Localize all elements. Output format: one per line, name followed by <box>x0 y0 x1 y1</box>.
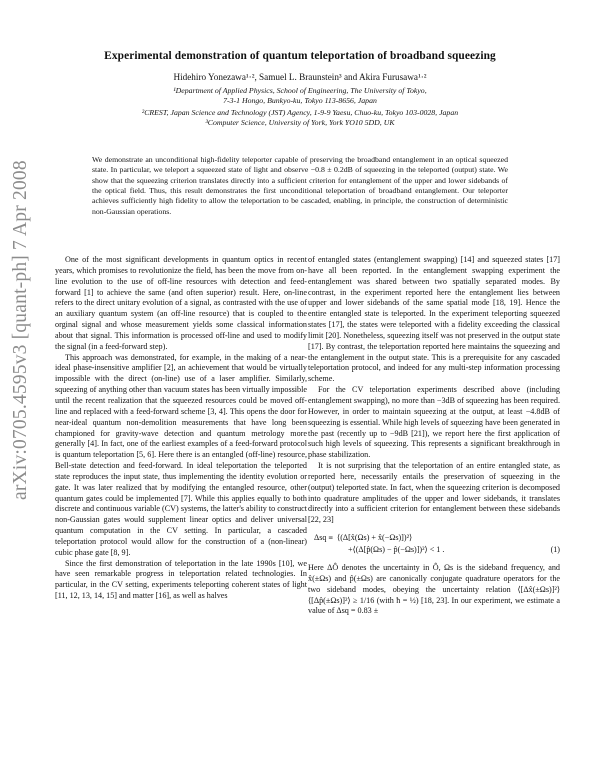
author-list: Hidehiro Yonezawa¹·², Samuel L. Braunstein³ and Akira Furusawa¹·² <box>173 72 427 82</box>
equation-1 <box>308 532 560 556</box>
paragraph: For the CV teleportation experiments described above (including entanglement swapping), no more than −3dB of squeezing has been required. However, in order to maintain squeezing at the output, at least −4.8dB of squeezing is essential. While high levels of squeezing have been generated in the past (recently up to −9dB [21]), we report here the first application of such high levels of squeezing. This represents a significant breakthrough in phase stabilization. <box>308 385 560 460</box>
affiliation-2: ²CREST, Japan Science and Technology (JST) Agency, 1-9-9 Yaesu, Chuo-ku, Tokyo 103-0028, Japan <box>141 108 459 117</box>
paper-title: Experimental demonstration of quantum teleportation of broadband squeezing <box>104 50 496 62</box>
left-column <box>55 255 307 602</box>
affiliation-1: ¹Department of Applied Physics, School of Engineering, The University of Tokyo, <box>173 86 427 95</box>
arxiv-identifier-text: arXiv:0705.4595v3 [quant-ph] 7 Apr 2008 <box>10 160 31 500</box>
paragraph: Here ΔÔ denotes the uncertainty in Ô, Ωs is the sideband frequency, and x̂(±Ωs) and p̂(±Ωs) are canonically conjugate quadrature operators for the two sideband modes, obeying the uncertainty relation ⟨[Δx̂(±Ωs)]²⟩⟨[Δp̂(±Ωs)]²⟩ ≥ 1/16 (with ħ = ½) [18, 23]. In our experiment, we estimate a value of Δsq = 0.83 ± <box>308 563 560 616</box>
right-column <box>308 255 560 617</box>
paragraph: of entangled states (entanglement swapping) [14] and squeezed states [17] have all been reported. In the entanglement swapping experiment the entanglement was shared between two spatially separated modes. By contrast, in the experiment reported here the entanglement lies between upper and lower sidebands of the same spatial mode [18, 19]. Hence the entire entangled state is teleported. In the experiment teleporting squeezed states [17], the states were teleported with a fidelity exceeding the classical limit [20]. Nonetheless, squeezing itself was not preserved in the output state [17]. By contrast, the teleportation reported here maintains the squeezing and the entanglement in the output state. This is a prerequisite for any cascaded teleportation protocol, and indeed for any multi-step information processing scheme. <box>308 255 560 384</box>
equation-lhs: Δsq ≡ <box>314 533 333 543</box>
affiliation-1-address: 7-3-1 Hongo, Bunkyo-ku, Tokyo 113-8656, Japan <box>223 96 377 105</box>
paragraph: This approach was demonstrated, for example, in the making of a near-ideal phase-insensitive amplifier [2], an achievement that would be virtually impossible with the direct (on-line) use of a laser amplifier. Similarly, squeezing of anything other than vacuum states has been virtually impossible until the recent realization that the squeezed resources could be moved off-line and replaced with a feed-forward scheme [3, 4]. This opens the door for near-ideal quantum non-demolition measurements that have long been championed for gravity-wave detection and quantum metrology more generally [4]. In fact, one of the earliest examples of a feed-forward protocol is quantum teleportation [5, 6]. Here there is an entangled (off-line) resource, Bell-state detection and feed-forward. In ideal teleportation the teleported state reproduces the input state, thus implementing the identity evolution or gate. It was later realized that by modifying the entangled resource, other quantum gates could be implemented [7]. While this applies equally to both discrete and continuous variable (CV) systems, the latter's ability to construct non-Gaussian gates would supplement linear optics and deliver universal quantum computation in the CV setting. In particular, a cascaded teleportation protocol would allow for the construction of a (non-linear) cubic phase gate [8, 9]. <box>55 352 307 557</box>
equation-line-2: +⟨(Δ[p̂(Ωs) − p̂(−Ωs)])²⟩ < 1 . <box>348 545 445 555</box>
paragraph: It is not surprising that the teleportation of an entire entangled state, as reported here, necessarily entails the preservation of squeezing in the (output) teleported state. In fact, when the squeezing criterion is decomposed into quadrature amplitudes of the upper and lower sidebands, it translates directly into a sufficient criterion for entanglement between these sidebands [22, 23] <box>308 461 560 525</box>
paragraph: One of the most significant developments in quantum optics in recent years, which promises to revolutionize the field, has been the move from on-line evolution to the use of off-line resources with detection and feed-forward [1] to achieve the same (and often superior) result. Here, on-line refers to the direct unitary evolution of a signal, as contrasted with the use of an auxiliary quantum system (an off-line resource) that is coupled to the orginal signal and whose measurement yields some classical information about that signal. This information is processed off-line and used to modify the signal (in a feed-forward step). <box>55 255 307 351</box>
equation-line-1: ⟨(Δ[x̂(Ωs) + x̂(−Ωs)])²⟩ <box>337 533 413 543</box>
affiliation-3: ³Computer Science, University of York, York YO10 5DD, UK <box>205 118 395 127</box>
paragraph: Since the first demonstration of teleportation in the late 1990s [10], we have seen remarkable progress in teleportation related technologies. In particular, in the CV setting, experiments teleporting coherent states of light [11, 12, 13, 14, 15] and matter [16], as well as halves <box>55 558 307 601</box>
equation-number: (1) <box>550 545 560 555</box>
abstract: We demonstrate an unconditional high-fidelity teleporter capable of preserving the broadband entanglement in an optical squeezed state. In particular, we teleport a squeezed state of light and observe −0.8 ± 0.2dB of squeezing in the teleported (output) state. We show that the squeezing criterion translates directly into a sufficient criterion for entanglement of the upper and lower sidebands of the optical field. Thus, this result demonstrates the first unconditional teleportation of broadband entanglement. Our teleporter achieves sufficiently high fidelity to allow the teleportation to be cascaded, enabling, in principle, the construction of deterministic non-Gaussian operations. <box>92 155 508 216</box>
